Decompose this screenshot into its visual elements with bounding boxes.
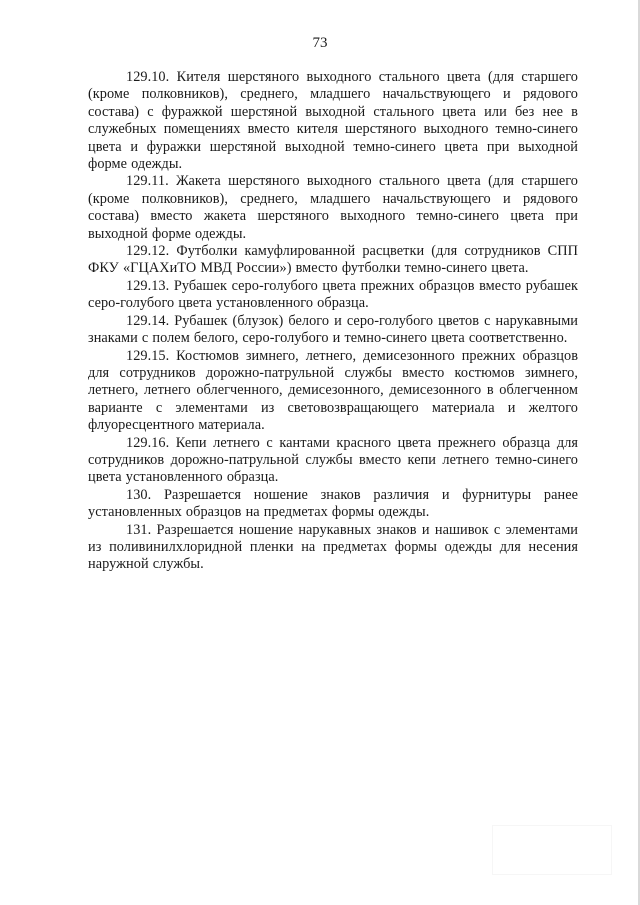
paragraph-129-13: 129.13. Рубашек серо-голубого цвета прежних образцов вместо рубашек серо-голубого цвета установленного образца. (88, 277, 578, 312)
paragraph-129-14: 129.14. Рубашек (блузок) белого и серо-голубого цветов с нарукавными знаками с полем белого, серо-голубого и темно-синего цвета соответственно. (88, 312, 578, 347)
paragraph-131: 131. Разрешается ношение нарукавных знаков и нашивок с элементами из поливинилхлоридной пленки на предметах формы одежды для несения наружной службы. (88, 521, 578, 573)
paragraph-129-10: 129.10. Кителя шерстяного выходного стального цвета (для старшего (кроме полковников), среднего, младшего начальствующего и рядового состава) с фуражкой шерстяной выходной стального цвета или без нее в служебных помещениях вместо кителя шерстяного выходного темно-синего цвета и фуражки шерстяной выходной темно-синего цвета при выходной форме одежды. (88, 69, 578, 173)
paragraph-129-16: 129.16. Кепи летнего с кантами красного цвета прежнего образца для сотрудников дорожно-патрульной службы вместо кепи летнего темно-синего цвета установленного образца. (88, 434, 578, 486)
paragraph-129-11: 129.11. Жакета шерстяного выходного стального цвета (для старшего (кроме полковников), среднего, младшего начальствующего и рядового состава) вместо жакета шерстяного выходного темно-синего цвета при выходной форме одежды. (88, 173, 578, 242)
paragraph-129-15: 129.15. Костюмов зимнего, летнего, демисезонного прежних образцов для сотрудников дорожно-патрульной службы вместо костюмов зимнего, летнего, летнего облегченного, демисезонного, демисезонного в облегченном варианте с элементами из световозвращающего материала и желтого флуоресцентного материала. (88, 347, 578, 434)
paragraph-129-12: 129.12. Футболки камуфлированной расцветки (для сотрудников СПП ФКУ «ГЦАХиТО МВД России») вместо футболки темно-синего цвета. (88, 243, 578, 277)
document-body (88, 69, 578, 574)
paragraph-130: 130. Разрешается ношение знаков различия и фурнитуры ранее установленных образцов на предметах формы одежды. (88, 486, 578, 521)
faint-stamp-mark (492, 825, 612, 875)
page-number: 73 (312, 35, 328, 51)
